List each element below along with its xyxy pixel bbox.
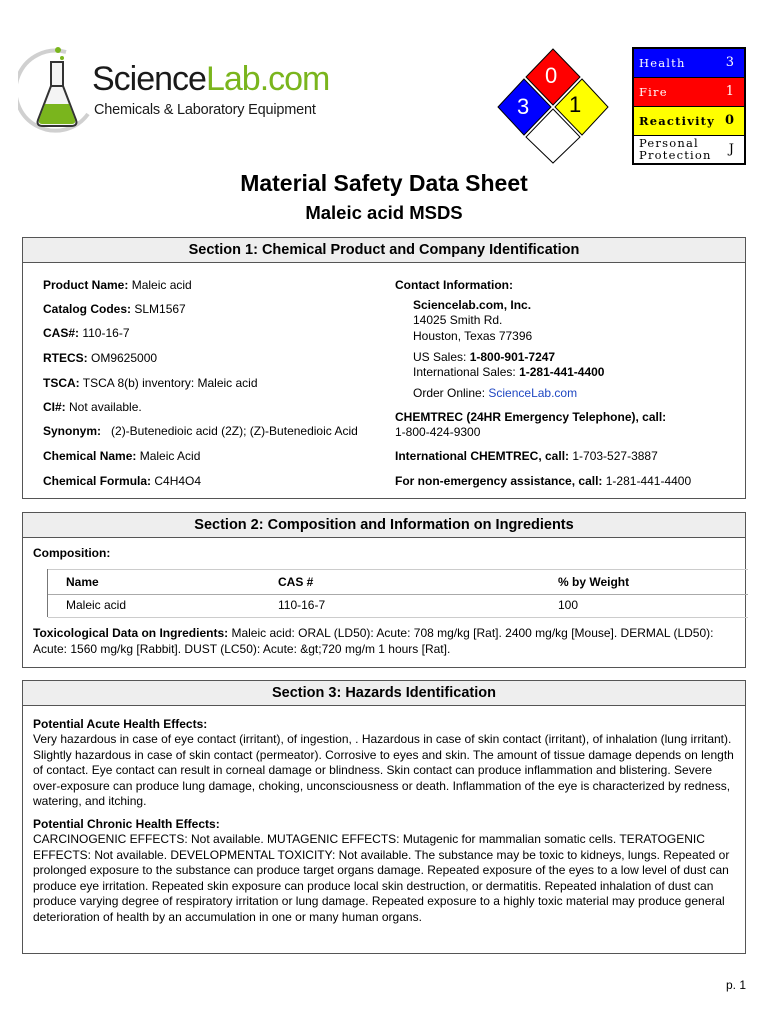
contact-address-2: Houston, Texas 77396 — [413, 329, 533, 343]
nfpa-health-value: 3 — [517, 94, 530, 119]
chronic-effects-label: Potential Chronic Health Effects: — [33, 817, 220, 831]
contact-intl-sales: International Sales: 1-281-441-4400 — [413, 365, 605, 379]
contact-address-1: 14025 Smith Rd. — [413, 313, 503, 327]
column-header-weight: % by Weight — [558, 575, 630, 589]
field-synonym: Synonym: (2)-Butenedioic acid (2Z); (Z)-Butenedioic Acid — [43, 424, 358, 438]
flask-icon — [18, 44, 90, 134]
chemtrec-phone: 1-800-424-9300 — [395, 425, 481, 439]
hazard-rating-box — [632, 47, 746, 165]
composition-label: Composition: — [33, 546, 111, 560]
field-rtecs: RTECS: OM9625000 — [43, 351, 158, 365]
contact-us-sales: US Sales: 1-800-901-7247 — [413, 350, 556, 364]
acute-effects-label: Potential Acute Health Effects: — [33, 717, 208, 731]
cell-cas: 110-16-7 — [278, 598, 326, 612]
non-emergency: For non-emergency assistance, call: 1-281-441-4400 — [395, 474, 692, 488]
hazard-row-protection: Personal Protection J — [634, 136, 744, 163]
chronic-effects-text: CARCINOGENIC EFFECTS: Not available. MUTAGENIC EFFECTS: Mutagenic for mammalian somatic cells. TERATOGENIC EFFECTS: Not available. DEVELOPMENTAL TOXICITY: Not available. The substance may be toxic to kidneys, lungs. Repeated or prolonged exposure to the substance can produce target organs damage. Repeated exposure of the eyes to a low level of dust can produce eye irritation. Repeated skin exposure can produce local skin destruction, or dermatitis. Repeated inhalation of dust can produce varying degree of respiratory irritation or lung damage. Repeated exposure to a highly toxic material may produce general deterioration of health by an accumulation in one or many human organs. — [33, 832, 730, 924]
cell-name: Maleic acid — [66, 598, 127, 612]
hazard-row-reactivity: Reactivity 0 — [634, 107, 744, 136]
section-2 — [22, 512, 746, 668]
field-tsca: TSCA: TSCA 8(b) inventory: Maleic acid — [43, 376, 258, 390]
logo-wordmark: ScienceLab.com — [92, 60, 330, 98]
sciencelab-link[interactable]: ScienceLab.com — [488, 386, 578, 400]
nfpa-diamond — [497, 48, 609, 164]
logo-tagline: Chemicals & Laboratory Equipment — [94, 102, 316, 118]
acute-effects-text: Very hazardous in case of eye contact (irritant), of ingestion, . Hazardous in case of skin contact (irritant), of inhalation (lung irritant). Slightly hazardous in case of skin contact (permeator). Corrosive to eyes and skin. The amount of tissue damage depends on length of contact. Eye contact can result in corneal damage or blindness. Skin contact can produce inflammation and blistering. Severe over-exposure can produce lung damage, choking, unconsciousness or death. Inflammation of the eye is characterized by redness, watering, and itching. — [33, 732, 734, 809]
section-3 — [22, 680, 746, 954]
field-ci: CI#: Not available. — [43, 400, 142, 414]
column-header-name: Name — [66, 575, 99, 589]
field-product-name: Product Name: Maleic acid — [43, 278, 192, 292]
section-3-heading: Section 3: Hazards Identification — [23, 681, 745, 706]
table-row — [48, 593, 748, 618]
toxicological-data: Toxicological Data on Ingredients: Maleic acid: ORAL (LD50): Acute: 708 mg/kg [Rat]. 2400 mg/kg [Mouse]. DERMAL (LD50): Acute: 1560 mg/kg [Rabbit]. DUST (LC50): Acute: &gt;720 mg/m 1 hours [Rat]. — [33, 626, 714, 656]
composition-table — [47, 569, 748, 617]
intl-chemtrec: International CHEMTREC, call: 1-703-527-3887 — [395, 449, 658, 463]
contact-company: Sciencelab.com, Inc. — [413, 298, 532, 312]
document-subtitle: Maleic acid MSDS — [305, 202, 463, 223]
section-1 — [22, 237, 746, 499]
field-catalog-codes: Catalog Codes: SLM1567 — [43, 302, 186, 316]
chemtrec-label: CHEMTREC (24HR Emergency Telephone), call: — [395, 410, 667, 424]
field-chemical-name: Chemical Name: Maleic Acid — [43, 449, 201, 463]
hazard-row-fire: Fire 1 — [634, 78, 744, 107]
nfpa-fire-value: 0 — [545, 63, 558, 88]
column-header-cas: CAS # — [278, 575, 314, 589]
section-1-heading: Section 1: Chemical Product and Company Identification — [23, 238, 745, 263]
section-2-heading: Section 2: Composition and Information on Ingredients — [23, 513, 745, 538]
nfpa-reactivity-value: 1 — [569, 92, 582, 117]
field-chemical-formula: Chemical Formula: C4H4O4 — [43, 474, 202, 488]
page-number: p. 1 — [725, 978, 746, 992]
field-cas: CAS#: 110-16-7 — [43, 326, 130, 340]
contact-order-online: Order Online: ScienceLab.com — [413, 386, 578, 400]
table-header-row — [48, 569, 748, 595]
hazard-row-health: Health 3 — [634, 49, 744, 78]
contact-info-label: Contact Information: — [395, 278, 513, 292]
cell-weight: 100 — [558, 598, 579, 612]
document-title: Material Safety Data Sheet — [240, 170, 528, 196]
sciencelab-logo — [18, 44, 330, 134]
